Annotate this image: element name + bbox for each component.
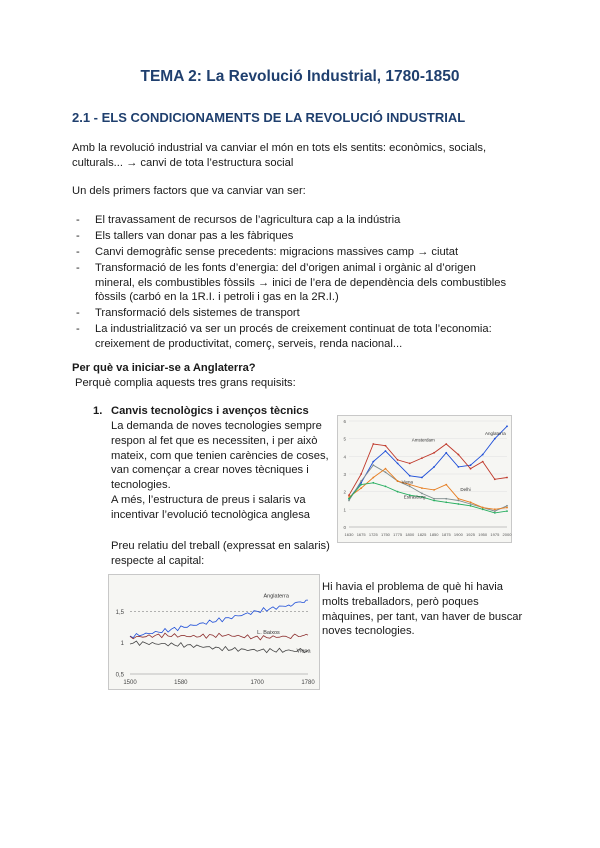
- factors-list: [72, 213, 527, 353]
- item1-line: La demanda de noves tecnologies sempre: [111, 420, 322, 432]
- side-line: noves tecnologies.: [322, 625, 415, 638]
- data-point: [372, 443, 374, 445]
- data-point: [457, 503, 459, 505]
- item1-line: incentivar l’evolució tecnològica anglesa: [111, 508, 311, 521]
- list-item: [72, 322, 527, 351]
- list-item-line: creixement de productivitat, comerç, serveis, renda nacional...: [95, 337, 403, 350]
- item1-line: van començar a crear noves tècniques i: [111, 464, 309, 477]
- data-point: [470, 505, 472, 507]
- list-item-line: La industrialització va ser un procés de creixement continuat de tota l’economia:: [95, 323, 492, 335]
- bullet-dash: -: [76, 323, 80, 335]
- series-label: Anglaterra: [263, 593, 289, 600]
- series-label: Amsterdam: [411, 437, 435, 443]
- bullet-dash: -: [76, 230, 80, 242]
- item1-line: mateix, com que tenien carències de coses,: [111, 449, 329, 462]
- list-item-text: Canvi demogràfic sense precedents: migracions massives camp → ciutat: [95, 246, 459, 258]
- list-item: [72, 213, 527, 228]
- question-heading: Per què va iniciar-se a Anglaterra?: [72, 362, 256, 374]
- data-point: [470, 464, 472, 466]
- y-tick-label: 0,5: [115, 672, 124, 679]
- x-tick-label: 1700: [250, 680, 264, 686]
- data-point: [445, 443, 447, 445]
- data-point: [385, 445, 387, 447]
- data-point: [397, 491, 399, 493]
- chart-frame: [109, 575, 320, 690]
- data-point: [385, 468, 387, 470]
- data-point: [494, 510, 496, 512]
- series-label: Delhi: [460, 486, 471, 492]
- list-item: [72, 261, 527, 305]
- data-point: [457, 500, 459, 502]
- data-point: [372, 461, 374, 463]
- intro-line: Amb la revolució industrial va canviar el món en tots els sentits: econòmics, socials,: [72, 142, 487, 154]
- data-point: [445, 452, 447, 454]
- list-item-line: mineral, els combustibles fòssils → inici de l’era de dependència dels combustibles: [95, 276, 507, 289]
- data-point: [433, 466, 435, 468]
- data-point: [470, 468, 472, 470]
- item1-heading: [93, 405, 309, 417]
- data-point: [348, 498, 350, 500]
- data-point: [457, 498, 459, 500]
- wages-chart: [337, 415, 512, 543]
- item1-line: respon al fet que es necessiten, i per això: [111, 434, 318, 447]
- series-label: L. Baixos: [257, 629, 280, 636]
- labor-caption-line: respecte al capital:: [111, 554, 205, 567]
- y-tick-label: 4: [343, 454, 346, 460]
- data-point: [482, 507, 484, 509]
- data-point: [409, 475, 411, 477]
- data-point: [385, 485, 387, 487]
- data-point: [409, 485, 411, 487]
- data-point: [482, 461, 484, 463]
- y-tick-label: 1,5: [115, 609, 124, 616]
- x-tick-label: 1950: [478, 532, 488, 537]
- y-tick-label: 3: [343, 472, 346, 477]
- data-point: [397, 463, 399, 465]
- list-item: [72, 229, 527, 244]
- labor-capital-chart-svg: [108, 574, 320, 690]
- y-tick-label: 0: [343, 525, 346, 530]
- list-item-line: fòssils (carbó en la 1R.I. i petroli i gas en la 2R.I.): [95, 291, 339, 303]
- data-point: [385, 471, 387, 473]
- data-point: [397, 459, 399, 461]
- side-line: màquines, per tant, van haver de buscar: [322, 610, 523, 623]
- x-tick-label: 1900: [453, 532, 463, 537]
- item1-number: 1.: [93, 405, 103, 417]
- x-tick-label: 1975: [490, 532, 500, 537]
- labor-caption: [111, 539, 351, 568]
- list-item: [72, 306, 527, 321]
- data-point: [409, 463, 411, 465]
- data-point: [433, 452, 435, 454]
- data-point: [470, 503, 472, 505]
- list-item-text: El travassament de recursos de l’agricultura cap a la indústria: [95, 214, 401, 226]
- x-tick-label: 1500: [123, 680, 137, 686]
- data-point: [445, 484, 447, 486]
- x-tick-label: 1630: [344, 532, 354, 537]
- x-tick-label: 1800: [405, 532, 415, 537]
- x-tick-label: 1675: [356, 532, 366, 537]
- data-point: [421, 477, 423, 479]
- wages-chart-svg: [337, 415, 512, 543]
- item1-line: tecnologies.: [111, 479, 171, 492]
- x-tick-label: 1825: [417, 532, 427, 537]
- labor-capital-chart: [108, 574, 320, 690]
- data-point: [506, 477, 508, 479]
- item1-body: [111, 419, 333, 523]
- item1-heading-text: Canvis tecnològics i avenços tècnics: [111, 405, 309, 417]
- page-title: TEMA 2: La Revolució Industrial, 1780-1850: [140, 68, 460, 85]
- x-tick-label: 1850: [429, 532, 439, 537]
- data-point: [494, 438, 496, 440]
- series-label: Estrasburg: [403, 494, 426, 500]
- data-point: [385, 450, 387, 452]
- x-tick-label: 1750: [381, 532, 390, 537]
- data-point: [360, 473, 362, 475]
- data-point: [372, 464, 374, 466]
- side-line: Hi havia el problema de què hi havia: [322, 581, 503, 593]
- data-point: [445, 498, 447, 500]
- data-point: [506, 507, 508, 509]
- x-tick-label: 1780: [301, 680, 315, 686]
- x-tick-label: 1925: [466, 532, 475, 537]
- bullet-dash: -: [76, 214, 80, 226]
- factors-intro: Un dels primers factors que va canviar van ser:: [72, 185, 306, 197]
- data-point: [482, 454, 484, 456]
- data-point: [506, 505, 508, 507]
- series-label: Anglaterra: [485, 431, 506, 437]
- data-point: [397, 480, 399, 482]
- data-point: [360, 484, 362, 486]
- list-item-line: Transformació de les fonts d’energia: del d’origen animal i orgànic al d’origen: [95, 262, 476, 274]
- data-point: [348, 494, 350, 496]
- list-item: [72, 245, 527, 260]
- data-point: [433, 498, 435, 500]
- series-label: Viena: [296, 648, 311, 655]
- data-point: [457, 466, 459, 468]
- data-point: [470, 501, 472, 503]
- data-point: [494, 508, 496, 510]
- question-answer: Perquè complia aquests tres grans requisits:: [75, 377, 296, 389]
- y-tick-label: 1: [120, 641, 124, 648]
- y-tick-label: 2: [343, 489, 346, 495]
- data-point: [433, 500, 435, 502]
- intro-paragraph: [72, 141, 527, 170]
- data-point: [445, 501, 447, 503]
- x-tick-label: 1725: [368, 532, 378, 537]
- data-point: [482, 508, 484, 510]
- intro-line: culturals... → canvi de tota l’estructura social: [72, 156, 294, 169]
- data-point: [494, 512, 496, 514]
- item1-line: A més, l’estructura de preus i salaris va: [111, 493, 306, 506]
- x-tick-label: 2000: [502, 532, 512, 537]
- data-point: [506, 425, 508, 427]
- series-label: Viena: [401, 479, 414, 485]
- data-point: [372, 482, 374, 484]
- labor-caption-line: Preu relatiu del treball (expressat en salaris): [111, 540, 330, 552]
- x-tick-label: 1875: [441, 532, 451, 537]
- bullet-dash: -: [76, 246, 80, 258]
- list-item-text: Transformació dels sistemes de transport: [95, 307, 300, 319]
- data-point: [433, 489, 435, 491]
- y-tick-label: 6: [343, 419, 346, 424]
- bullet-dash: -: [76, 262, 80, 274]
- data-point: [360, 480, 362, 482]
- data-point: [348, 500, 350, 502]
- data-point: [421, 487, 423, 489]
- data-point: [421, 457, 423, 459]
- side-line: molts treballadors, però poques: [322, 595, 479, 608]
- side-paragraph: [322, 580, 532, 639]
- y-tick-label: 1: [343, 507, 346, 513]
- x-tick-label: 1775: [393, 532, 403, 537]
- section-heading: 2.1 - ELS CONDICIONAMENTS DE LA REVOLUCIÓ INDUSTRIAL: [72, 110, 466, 125]
- data-point: [506, 510, 508, 512]
- y-tick-label: 5: [343, 436, 346, 442]
- x-tick-label: 1580: [174, 680, 188, 686]
- bullet-dash: -: [76, 307, 80, 319]
- data-point: [494, 478, 496, 480]
- list-item-text: Els tallers van donar pas a les fàbriques: [95, 230, 294, 242]
- data-point: [360, 487, 362, 489]
- data-point: [372, 477, 374, 479]
- data-point: [457, 454, 459, 456]
